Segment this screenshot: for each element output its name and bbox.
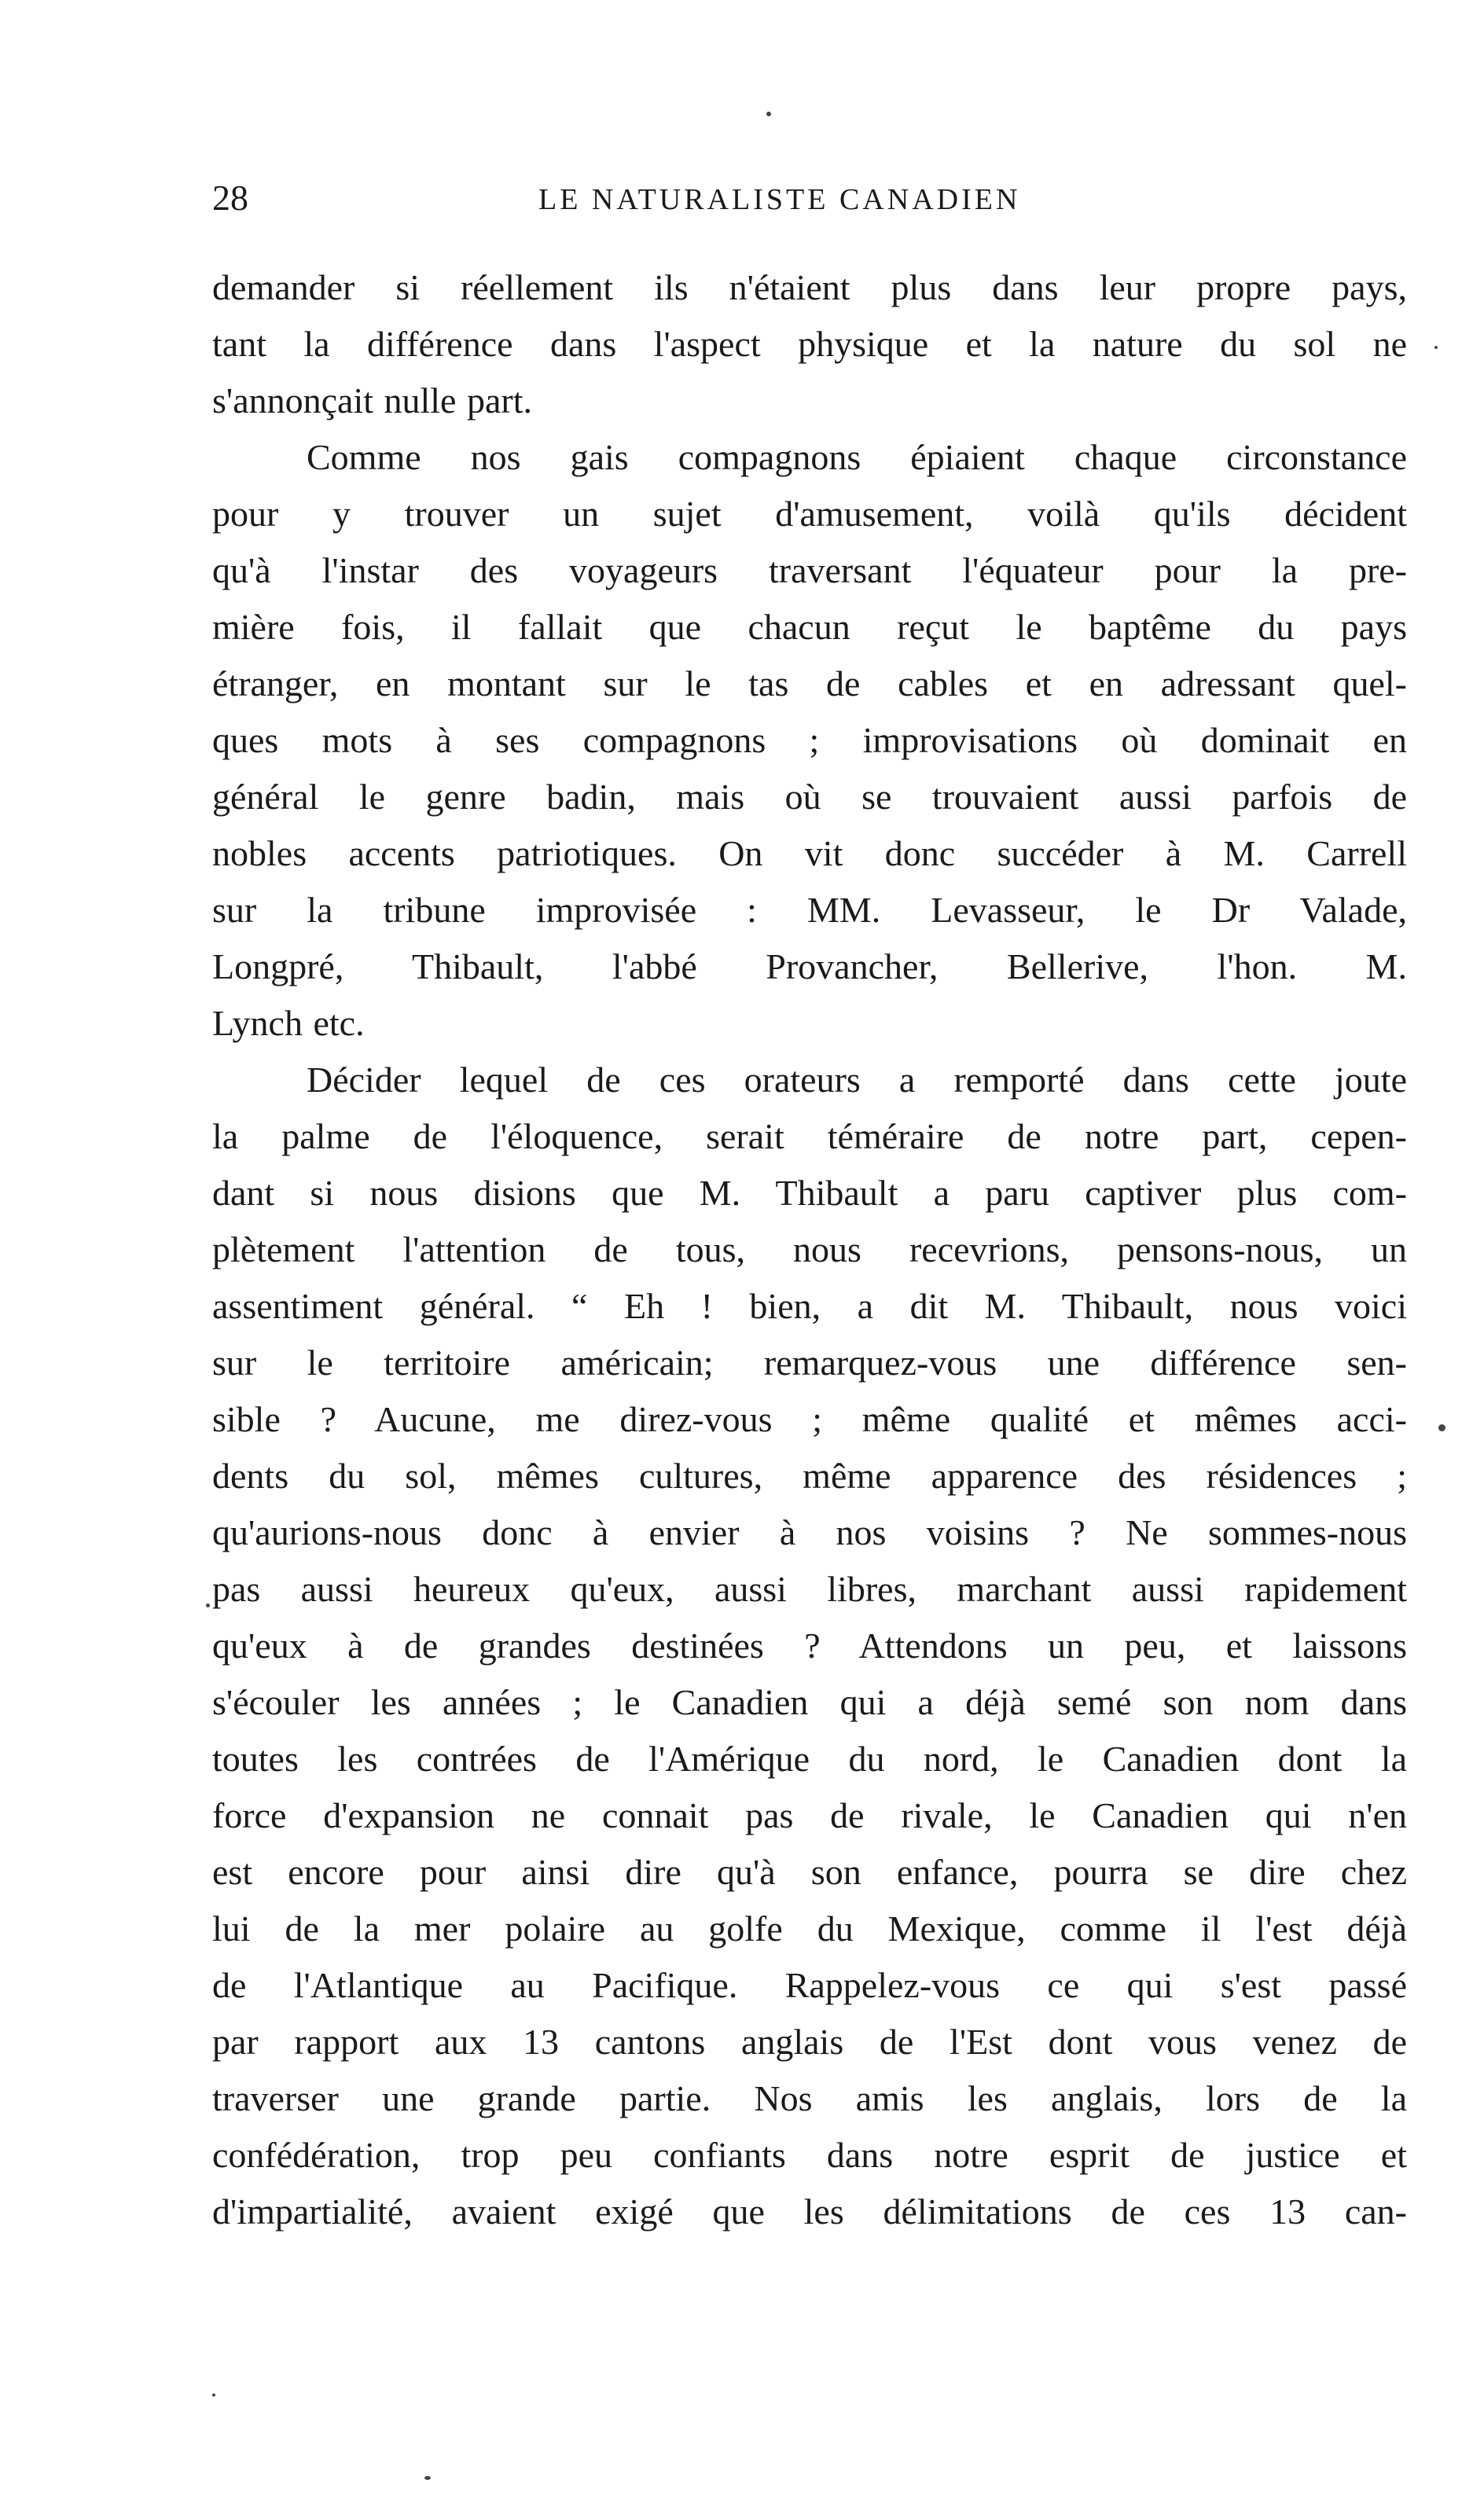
text-line: assentiment général. “ Eh ! bien, a dit M. Thibault, nous voici (212, 1286, 1407, 1326)
text-line: la palme de l'éloquence, serait téméraire de notre part, cepen- (212, 1116, 1407, 1156)
text-line: qu'eux à de grandes destinées ? Attendons un peu, et laissons (212, 1626, 1407, 1666)
scan-speck (1434, 346, 1438, 349)
running-title: LE NATURALISTE CANADIEN (538, 183, 1021, 216)
text-line: mière fois, il fallait que chacun reçut le baptême du pays (212, 607, 1407, 647)
scan-speck (206, 1603, 210, 1607)
text-line: Comme nos gais compagnons épiaient chaque circonstance (307, 437, 1407, 477)
text-line: toutes les contrées de l'Amérique du nord, le Canadien dont la (212, 1739, 1407, 1779)
text-line: traverser une grande partie. Nos amis les anglais, lors de la (212, 2078, 1407, 2118)
text-line: qu'aurions-nous donc à envier à nos voisins ? Ne sommes-nous (212, 1512, 1407, 1552)
text-line: Décider lequel de ces orateurs a remporté dans cette joute (307, 1060, 1407, 1100)
text-line: demander si réellement ils n'étaient plus dans leur propre pays, (212, 267, 1407, 307)
text-line: dents du sol, mêmes cultures, même apparence des résidences ; (212, 1456, 1407, 1496)
text-line: pas aussi heureux qu'eux, aussi libres, marchant aussi rapidement (212, 1569, 1407, 1609)
text-line: plètement l'attention de tous, nous recevrions, pensons-nous, un (212, 1229, 1407, 1269)
text-line: dant si nous disions que M. Thibault a paru captiver plus com- (212, 1173, 1407, 1213)
text-line: de l'Atlantique au Pacifique. Rappelez-vous ce qui s'est passé (212, 1965, 1407, 2005)
text-line: force d'expansion ne connait pas de rivale, le Canadien qui n'en (212, 1795, 1407, 1835)
text-line: qu'à l'instar des voyageurs traversant l'équateur pour la pre- (212, 550, 1407, 590)
text-line: tant la différence dans l'aspect physique et la nature du sol ne (212, 324, 1407, 364)
paragraph (212, 429, 1407, 1052)
text-line: s'écouler les années ; le Canadien qui a déjà semé son nom dans (212, 1682, 1407, 1722)
text-line: s'annonçait nulle part. (212, 380, 532, 421)
paragraph (212, 1052, 1407, 2240)
page-number: 28 (212, 178, 248, 218)
text-line: sible ? Aucune, me direz-vous ; même qualité et mêmes acci- (212, 1399, 1407, 1439)
text-line: pour y trouver un sujet d'amusement, voilà qu'ils décident (212, 494, 1407, 534)
text-line: confédération, trop peu confiants dans notre esprit de justice et (212, 2135, 1407, 2175)
body-text (212, 259, 1407, 2240)
text-line: sur le territoire américain; remarquez-vous une différence sen- (212, 1343, 1407, 1383)
scan-speck (424, 2476, 431, 2480)
text-line: est encore pour ainsi dire qu'à son enfance, pourra se dire chez (212, 1852, 1407, 1892)
scan-speck (212, 2393, 215, 2397)
text-line: nobles accents patriotiques. On vit donc succéder à M. Carrell (212, 833, 1407, 873)
text-line: sur la tribune improvisée : MM. Levasseur, le Dr Valade, (212, 890, 1407, 930)
text-line: général le genre badin, mais où se trouvaient aussi parfois de (212, 777, 1407, 817)
page-header (212, 174, 1415, 230)
text-line: d'impartialité, avaient exigé que les délimitations de ces 13 can- (212, 2191, 1407, 2232)
text-line: ques mots à ses compagnons ; improvisations où dominait en (212, 720, 1407, 760)
text-line: étranger, en montant sur le tas de cables et en adressant quel- (212, 663, 1407, 703)
paragraph (212, 259, 1407, 429)
scan-speck (1438, 1424, 1445, 1431)
text-line: Lynch etc. (212, 1003, 365, 1043)
text-line: par rapport aux 13 cantons anglais de l'Est dont vous venez de (212, 2022, 1407, 2062)
scan-speck (766, 112, 771, 116)
text-line: Longpré, Thibault, l'abbé Provancher, Bellerive, l'hon. M. (212, 946, 1407, 986)
text-line: lui de la mer polaire au golfe du Mexique, comme il l'est déjà (212, 1908, 1407, 1949)
